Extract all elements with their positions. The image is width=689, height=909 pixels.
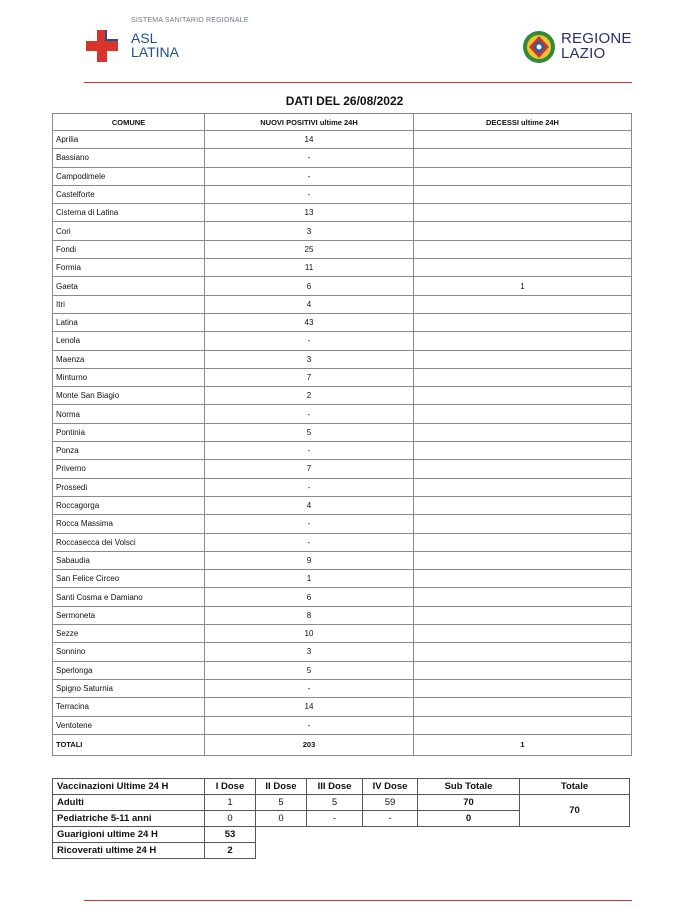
regione-lazio-text (561, 31, 632, 61)
comune-cell: Itri (53, 295, 205, 313)
table-row (53, 698, 632, 716)
ricoverati-row (53, 843, 630, 859)
decessi-cell (414, 698, 632, 716)
table-row (53, 551, 632, 569)
decessi-cell (414, 478, 632, 496)
positivi-cell: 3 (205, 350, 414, 368)
table-row (53, 533, 632, 551)
ricoverati-value: 2 (205, 843, 256, 859)
guarigioni-value: 53 (205, 827, 256, 843)
table-row (53, 716, 632, 734)
positivi-cell: - (205, 478, 414, 496)
positivi-cell: 25 (205, 240, 414, 258)
vac-pediatriche-iii: - (307, 811, 363, 827)
vac-totale: 70 (520, 795, 630, 827)
table-row (53, 368, 632, 386)
table-row (53, 442, 632, 460)
vac-adulti-iv: 59 (363, 795, 418, 811)
table-row (53, 679, 632, 697)
vac-header-label: Vaccinazioni Ultime 24 H (53, 779, 205, 795)
decessi-cell (414, 368, 632, 386)
decessi-cell (414, 496, 632, 514)
region-line2: LAZIO (561, 45, 606, 62)
vac-header-ii-dose: II Dose (256, 779, 307, 795)
guarigioni-label: Guarigioni ultime 24 H (53, 827, 205, 843)
comune-cell: Castelforte (53, 185, 205, 203)
header-divider (84, 82, 632, 83)
positivi-cell: 7 (205, 368, 414, 386)
comune-cell: Sonnino (53, 643, 205, 661)
vac-adulti-iii: 5 (307, 795, 363, 811)
asl-system-label: SISTEMA SANITARIO REGIONALE (131, 17, 249, 24)
positivi-cell: 6 (205, 277, 414, 295)
ricoverati-label: Ricoverati ultime 24 H (53, 843, 205, 859)
positivi-cell: 43 (205, 313, 414, 331)
table-row (53, 332, 632, 350)
comune-cell: Minturno (53, 368, 205, 386)
table-row (53, 240, 632, 258)
vac-header-iv-dose: IV Dose (363, 779, 418, 795)
positivi-cell: 1 (205, 570, 414, 588)
vac-adulti-label: Adulti (53, 795, 205, 811)
decessi-cell (414, 533, 632, 551)
table-row (53, 423, 632, 441)
comune-cell: Formia (53, 259, 205, 277)
decessi-cell (414, 240, 632, 258)
vac-header-i-dose: I Dose (205, 779, 256, 795)
decessi-cell (414, 332, 632, 350)
spacer (256, 827, 630, 843)
positivi-cell: - (205, 405, 414, 423)
decessi-cell (414, 131, 632, 149)
asl-name-line1: ASL (131, 30, 158, 46)
positivi-cell: 5 (205, 661, 414, 679)
positivi-cell: 8 (205, 606, 414, 624)
asl-name-line2: LATINA (131, 44, 179, 60)
vac-pediatriche-label: Pediatriche 5-11 anni (53, 811, 205, 827)
comune-cell: Monte San Biagio (53, 387, 205, 405)
vac-adulti-subtotale: 70 (418, 795, 520, 811)
totals-positivi: 203 (205, 734, 414, 755)
comune-cell: Priverno (53, 460, 205, 478)
table-row (53, 625, 632, 643)
table-row (53, 167, 632, 185)
table-row (53, 185, 632, 203)
header-decessi: DECESSI ultime 24H (414, 114, 632, 131)
decessi-cell (414, 167, 632, 185)
comune-cell: Cisterna di Latina (53, 204, 205, 222)
page-header (0, 0, 689, 85)
positivi-cell: 13 (205, 204, 414, 222)
decessi-cell (414, 515, 632, 533)
totals-label: TOTALI (53, 734, 205, 755)
positivi-cell: - (205, 149, 414, 167)
positivi-cell: - (205, 679, 414, 697)
asl-cross-icon (86, 30, 118, 62)
comune-cell: San Felice Circeo (53, 570, 205, 588)
decessi-cell (414, 387, 632, 405)
comune-cell: Campodimele (53, 167, 205, 185)
vac-adulti-i: 1 (205, 795, 256, 811)
comune-cell: Sabaudia (53, 551, 205, 569)
positivi-cell: - (205, 442, 414, 460)
table-row (53, 570, 632, 588)
footer-divider (84, 900, 632, 901)
positivi-cell: 2 (205, 387, 414, 405)
decessi-cell (414, 149, 632, 167)
decessi-cell (414, 405, 632, 423)
comune-cell: Sperlonga (53, 661, 205, 679)
decessi-cell (414, 259, 632, 277)
decessi-cell: 1 (414, 277, 632, 295)
comune-cell: Prossedi (53, 478, 205, 496)
positivi-cell: 9 (205, 551, 414, 569)
decessi-cell (414, 350, 632, 368)
table-header-row (53, 114, 632, 131)
positivi-cell: - (205, 515, 414, 533)
decessi-cell (414, 204, 632, 222)
positivi-cell: - (205, 716, 414, 734)
comune-cell: Sezze (53, 625, 205, 643)
totals-row (53, 734, 632, 755)
comune-cell: Aprilia (53, 131, 205, 149)
comune-cell: Rocca Massima (53, 515, 205, 533)
decessi-cell (414, 185, 632, 203)
positivi-cell: - (205, 167, 414, 185)
decessi-cell (414, 716, 632, 734)
table-row (53, 460, 632, 478)
vac-header-iii-dose: III Dose (307, 779, 363, 795)
comune-cell: Ponza (53, 442, 205, 460)
decessi-cell (414, 606, 632, 624)
table-row (53, 131, 632, 149)
decessi-cell (414, 588, 632, 606)
vac-row-adulti (53, 795, 630, 811)
positivi-cell: - (205, 332, 414, 350)
header-nuovi-positivi: NUOVI POSITIVI ultime 24H (205, 114, 414, 131)
table-row (53, 606, 632, 624)
comuni-table (52, 113, 632, 756)
table-row (53, 478, 632, 496)
table-row (53, 515, 632, 533)
decessi-cell (414, 295, 632, 313)
vac-header-totale: Totale (520, 779, 630, 795)
vaccinations-table (52, 778, 630, 859)
table-row (53, 313, 632, 331)
decessi-cell (414, 570, 632, 588)
comune-cell: Roccasecca dei Volsci (53, 533, 205, 551)
comune-cell: Sermoneta (53, 606, 205, 624)
positivi-cell: 14 (205, 131, 414, 149)
comune-cell: Terracina (53, 698, 205, 716)
comune-cell: Ventotene (53, 716, 205, 734)
decessi-cell (414, 661, 632, 679)
comune-cell: Lenola (53, 332, 205, 350)
asl-logo-text (131, 31, 179, 59)
positivi-cell: 3 (205, 222, 414, 240)
region-line1: REGIONE (561, 30, 632, 47)
positivi-cell: - (205, 185, 414, 203)
vac-header-subtotale: Sub Totale (418, 779, 520, 795)
table-row (53, 588, 632, 606)
positivi-cell: 5 (205, 423, 414, 441)
table-row (53, 350, 632, 368)
positivi-cell: 4 (205, 496, 414, 514)
table-row (53, 405, 632, 423)
comune-cell: Roccagorga (53, 496, 205, 514)
table-row (53, 661, 632, 679)
comune-cell: Pontinia (53, 423, 205, 441)
table-row (53, 643, 632, 661)
decessi-cell (414, 643, 632, 661)
decessi-cell (414, 423, 632, 441)
regione-lazio-emblem-icon (522, 30, 556, 64)
positivi-cell: 11 (205, 259, 414, 277)
table-row (53, 387, 632, 405)
spacer (256, 843, 630, 859)
decessi-cell (414, 625, 632, 643)
table-row (53, 259, 632, 277)
comune-cell: Fondi (53, 240, 205, 258)
comune-cell: Bassiano (53, 149, 205, 167)
positivi-cell: 7 (205, 460, 414, 478)
positivi-cell: 3 (205, 643, 414, 661)
comune-cell: Maenza (53, 350, 205, 368)
positivi-cell: 14 (205, 698, 414, 716)
vac-pediatriche-subtotale: 0 (418, 811, 520, 827)
vac-pediatriche-iv: - (363, 811, 418, 827)
positivi-cell: - (205, 533, 414, 551)
positivi-cell: 10 (205, 625, 414, 643)
table-row (53, 496, 632, 514)
comune-cell: Santi Cosma e Damiano (53, 588, 205, 606)
decessi-cell (414, 313, 632, 331)
guarigioni-row (53, 827, 630, 843)
table-row (53, 149, 632, 167)
header-comune: COMUNE (53, 114, 205, 131)
positivi-cell: 6 (205, 588, 414, 606)
positivi-cell: 4 (205, 295, 414, 313)
vaccinations-header-row (53, 779, 630, 795)
comune-cell: Norma (53, 405, 205, 423)
comune-cell: Cori (53, 222, 205, 240)
table-row (53, 295, 632, 313)
vac-pediatriche-i: 0 (205, 811, 256, 827)
vac-adulti-ii: 5 (256, 795, 307, 811)
comune-cell: Gaeta (53, 277, 205, 295)
decessi-cell (414, 222, 632, 240)
comune-cell: Spigno Saturnia (53, 679, 205, 697)
totals-decessi: 1 (414, 734, 632, 755)
decessi-cell (414, 442, 632, 460)
table-row (53, 277, 632, 295)
decessi-cell (414, 551, 632, 569)
vac-pediatriche-ii: 0 (256, 811, 307, 827)
decessi-cell (414, 679, 632, 697)
decessi-cell (414, 460, 632, 478)
table-row (53, 204, 632, 222)
comune-cell: Latina (53, 313, 205, 331)
page-title: DATI DEL 26/08/2022 (285, 94, 404, 108)
table-row (53, 222, 632, 240)
